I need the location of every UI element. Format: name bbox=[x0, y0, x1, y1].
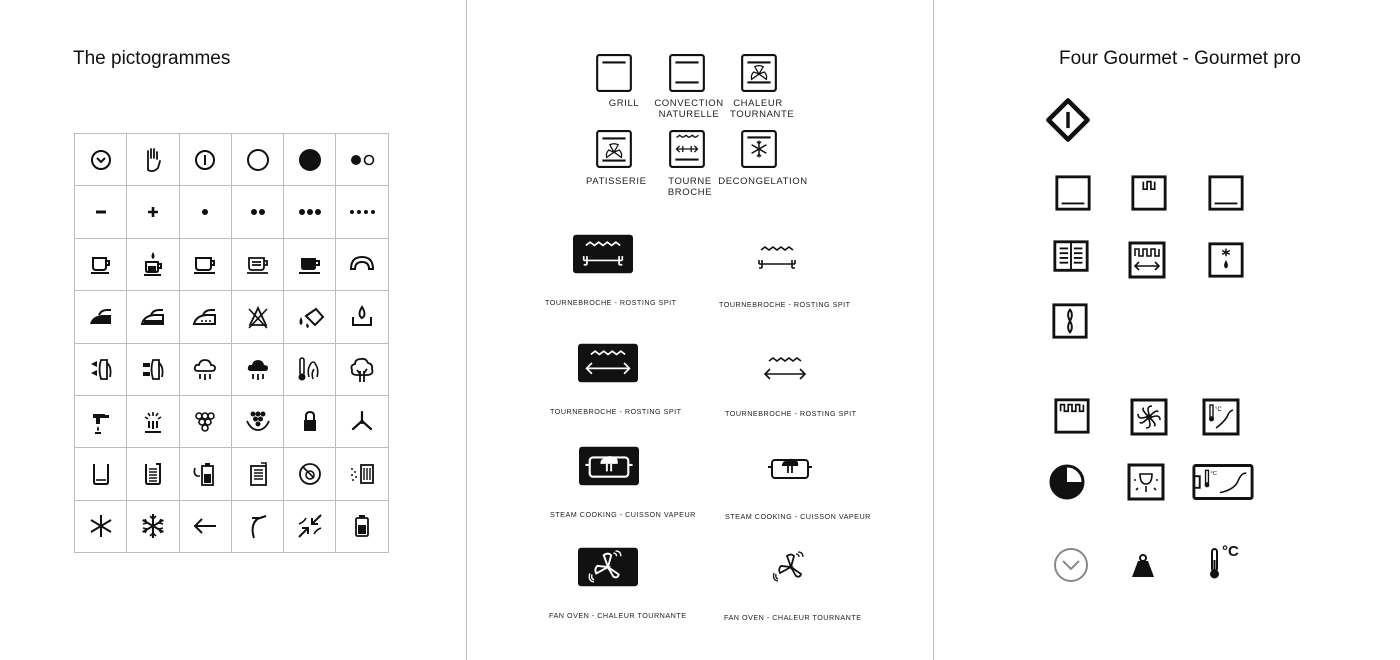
fan-oven-filled-icon bbox=[578, 547, 638, 587]
grid-cell bbox=[284, 186, 336, 238]
no-iron-icon bbox=[244, 303, 272, 331]
grid-cell bbox=[284, 343, 336, 395]
mode-label: DECONGELATION bbox=[718, 176, 808, 187]
grid-cell bbox=[127, 395, 179, 447]
watering-can-icon bbox=[296, 303, 324, 331]
grid-cell bbox=[284, 395, 336, 447]
iron-lined-icon bbox=[139, 303, 167, 331]
pictogram-grid bbox=[74, 133, 389, 553]
grid-cell bbox=[336, 500, 388, 552]
power-icon bbox=[191, 146, 219, 174]
curved-arrow-icon bbox=[244, 512, 272, 540]
mode-label: TOURNE BROCHE bbox=[667, 176, 713, 198]
disc-slash-icon bbox=[296, 460, 324, 488]
arrow-left-icon bbox=[191, 512, 219, 540]
variant-label: FAN OVEN - CHALEUR TOURNANTE bbox=[549, 611, 687, 620]
plus-icon bbox=[139, 198, 167, 226]
convection-icon bbox=[668, 53, 706, 93]
right-panel bbox=[934, 0, 1400, 660]
grid-row bbox=[75, 291, 389, 343]
oven-top-element-icon bbox=[1130, 174, 1168, 212]
spit-filled-icon bbox=[573, 234, 633, 274]
chevron-down-circle-icon bbox=[87, 146, 115, 174]
lock-icon bbox=[296, 408, 324, 436]
grid-row bbox=[75, 395, 389, 447]
grid-cell bbox=[75, 448, 127, 500]
grid-row bbox=[75, 134, 389, 186]
cloud-rain-filled-icon bbox=[244, 355, 272, 383]
fan-blades-icon bbox=[348, 408, 376, 436]
tree-icon bbox=[348, 355, 376, 383]
grid-cell bbox=[336, 134, 388, 186]
book-oven-icon bbox=[1050, 238, 1092, 276]
grid-row bbox=[75, 343, 389, 395]
grid-row bbox=[75, 186, 389, 238]
grid-cell bbox=[231, 134, 283, 186]
asterisk-icon bbox=[87, 512, 115, 540]
variant-label: TOURNEBROCHE - ROSTING SPIT bbox=[545, 298, 677, 307]
svg-text:°C: °C bbox=[1210, 471, 1217, 478]
grid-row bbox=[75, 238, 389, 290]
grid-cell bbox=[179, 395, 231, 447]
grid-cell bbox=[231, 448, 283, 500]
left-panel bbox=[0, 0, 466, 660]
variant-label: TOURNEBROCHE - ROSTING SPIT bbox=[719, 300, 851, 309]
grid-cell bbox=[179, 448, 231, 500]
one-dot-icon bbox=[191, 198, 219, 226]
grid-cell bbox=[231, 395, 283, 447]
grid-cell bbox=[284, 238, 336, 290]
cup-lined-icon bbox=[244, 250, 272, 278]
grid-cell bbox=[127, 500, 179, 552]
mode-label: PATISSERIE bbox=[586, 176, 647, 187]
steam-iron-double-icon bbox=[87, 355, 115, 383]
water-drop-bowl-icon bbox=[348, 303, 376, 331]
minus-icon bbox=[87, 198, 115, 226]
grid-cell bbox=[284, 291, 336, 343]
celsius-label: °C bbox=[1222, 543, 1239, 560]
grid-cell bbox=[75, 134, 127, 186]
variant-label: TOURNEBROCHE - ROSTING SPIT bbox=[725, 409, 857, 418]
svg-text:°C: °C bbox=[1215, 407, 1222, 413]
oven-light-icon bbox=[1126, 462, 1166, 502]
grid-cell bbox=[231, 500, 283, 552]
fan-swirl-icon bbox=[1129, 397, 1169, 437]
variant-label: TOURNEBROCHE - ROSTING SPIT bbox=[550, 407, 682, 416]
grid-cell bbox=[284, 448, 336, 500]
probe-box-icon bbox=[1191, 460, 1255, 504]
defrost-icon bbox=[740, 129, 778, 169]
croissant-icon bbox=[348, 250, 376, 278]
grapes-hand-icon bbox=[244, 408, 272, 436]
oven-bottom-alt-icon bbox=[1207, 174, 1245, 212]
vertical-fan-icon bbox=[1051, 302, 1089, 340]
mode-label: CONVECTION NATURELLE bbox=[654, 98, 724, 120]
dot-and-circle-icon bbox=[348, 146, 376, 174]
shower-lines-icon bbox=[139, 408, 167, 436]
grid-cell bbox=[336, 186, 388, 238]
grid-cell bbox=[336, 448, 388, 500]
spit-icon bbox=[749, 240, 805, 276]
cup-wide-icon bbox=[191, 250, 219, 278]
weight-icon bbox=[1123, 545, 1163, 585]
three-dots-icon bbox=[296, 198, 324, 226]
circle-outline-icon bbox=[244, 146, 272, 174]
pastry-icon bbox=[595, 129, 633, 169]
grid-cell bbox=[284, 134, 336, 186]
steam-iron-double-alt-icon bbox=[139, 355, 167, 383]
grid-cell bbox=[127, 291, 179, 343]
iron-dots-icon bbox=[191, 303, 219, 331]
grill-icon bbox=[595, 53, 633, 93]
grapes-icon bbox=[191, 408, 219, 436]
cup-drop-icon bbox=[139, 250, 167, 278]
grid-cell bbox=[127, 448, 179, 500]
grid-row bbox=[75, 500, 389, 552]
two-dots-icon bbox=[244, 198, 272, 226]
panel-title: Four Gourmet - Gourmet pro bbox=[1059, 48, 1301, 69]
plug-battery-icon bbox=[191, 460, 219, 488]
circle-filled-icon bbox=[296, 146, 324, 174]
grid-cell bbox=[127, 343, 179, 395]
steam-pot-icon bbox=[762, 450, 818, 486]
hand-stop-icon bbox=[139, 146, 167, 174]
grid-cell bbox=[75, 186, 127, 238]
mode-label: GRILL bbox=[608, 98, 640, 109]
grid-cell bbox=[127, 186, 179, 238]
defrost-drop-icon bbox=[1207, 241, 1245, 279]
grid-cell bbox=[284, 500, 336, 552]
top-element-wave-icon bbox=[1053, 397, 1091, 435]
variant-label: FAN OVEN - CHALEUR TOURNANTE bbox=[724, 613, 862, 622]
thermometer-steam-icon bbox=[296, 355, 324, 383]
grid-cell bbox=[231, 238, 283, 290]
plug-coil-icon bbox=[244, 460, 272, 488]
faucet-drip-icon bbox=[87, 408, 115, 436]
middle-panel bbox=[467, 0, 933, 660]
compress-arrows-icon bbox=[296, 512, 324, 540]
grid-cell bbox=[127, 134, 179, 186]
spray-radiator-icon bbox=[348, 460, 376, 488]
grid-cell bbox=[127, 238, 179, 290]
cup-icon bbox=[87, 250, 115, 278]
grid-cell bbox=[231, 291, 283, 343]
grid-cell bbox=[179, 291, 231, 343]
battery-jar-icon bbox=[348, 512, 376, 540]
probe-thermometer-icon bbox=[1201, 397, 1241, 437]
grid-cell bbox=[179, 500, 231, 552]
grid-cell bbox=[179, 186, 231, 238]
container-lines-icon bbox=[139, 460, 167, 488]
oven-bottom-icon bbox=[1054, 174, 1092, 212]
grid-cell bbox=[336, 395, 388, 447]
fan-oven-icon bbox=[763, 549, 819, 585]
iron-filled-icon bbox=[87, 303, 115, 331]
grid-cell bbox=[231, 186, 283, 238]
variant-label: STEAM COOKING - CUISSON VAPEUR bbox=[725, 512, 871, 521]
grid-cell bbox=[179, 134, 231, 186]
grid-row bbox=[75, 448, 389, 500]
rotisserie-wave-icon bbox=[1127, 240, 1167, 280]
spit-arrow-icon bbox=[757, 351, 813, 387]
grid-cell bbox=[336, 291, 388, 343]
mode-label: CHALEUR TOURNANTE bbox=[730, 98, 795, 120]
clock-icon bbox=[1051, 545, 1091, 585]
spit-arrow-filled-icon bbox=[578, 343, 638, 383]
variant-label: STEAM COOKING - CUISSON VAPEUR bbox=[550, 510, 696, 519]
pie-timer-icon bbox=[1047, 462, 1087, 502]
grid-cell bbox=[75, 343, 127, 395]
fan-heat-icon bbox=[740, 53, 778, 93]
grid-cell bbox=[75, 500, 127, 552]
grid-cell bbox=[75, 291, 127, 343]
steam-pot-filled-icon bbox=[579, 446, 639, 486]
grid-cell bbox=[336, 343, 388, 395]
rotisserie-icon bbox=[668, 129, 706, 169]
cloud-rain-icon bbox=[191, 355, 219, 383]
container-empty-icon bbox=[87, 460, 115, 488]
grid-cell bbox=[231, 343, 283, 395]
grid-cell bbox=[179, 238, 231, 290]
snowflake-icon bbox=[139, 512, 167, 540]
power-diamond-icon bbox=[1045, 97, 1091, 143]
panel-title: The pictogrammes bbox=[73, 48, 231, 69]
four-dots-icon bbox=[348, 198, 376, 226]
grid-cell bbox=[75, 238, 127, 290]
cup-filled-icon bbox=[296, 250, 324, 278]
grid-cell bbox=[75, 395, 127, 447]
grid-cell bbox=[179, 343, 231, 395]
grid-cell bbox=[336, 238, 388, 290]
